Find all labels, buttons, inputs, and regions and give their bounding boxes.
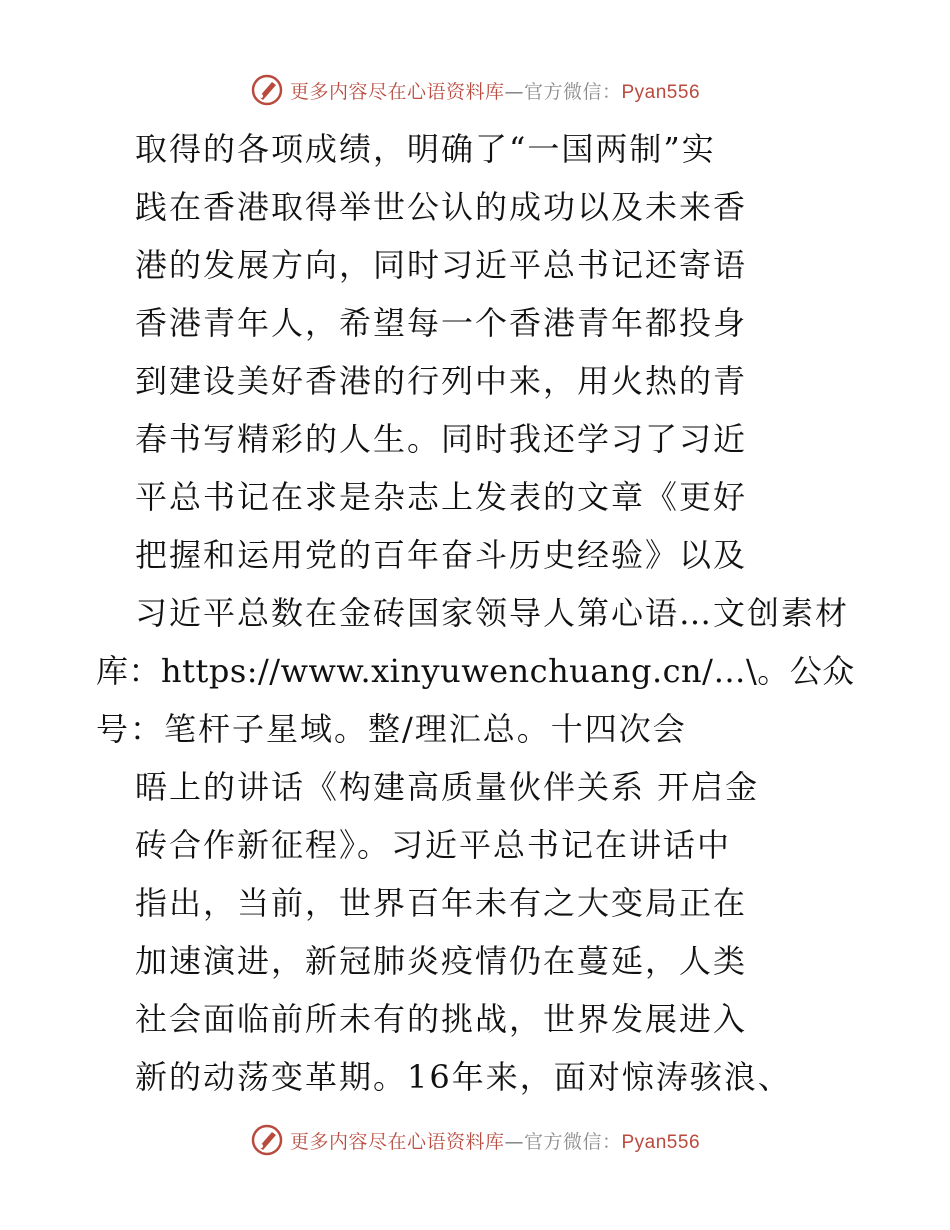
footer-banner-official: 官方微信： (523, 1130, 622, 1153)
header-banner (0, 70, 950, 110)
body-line-15: 加速演进，新冠肺炎疫情仍在蔓延，人类 (135, 942, 748, 980)
header-banner-text (290, 77, 700, 104)
header-banner-official: 官方微信： (523, 80, 622, 103)
body-line-16: 社会面临前所未有的挑战，世界发展进入 (135, 1000, 748, 1038)
body-line-2: 践在香港取得举世公认的成功以及未来香 (135, 188, 748, 226)
body-line-12: 晤上的讲话《构建高质量伙伴关系 开启金 (135, 768, 760, 806)
body-line-17: 新的动荡变革期。16年来，面对惊涛骇浪、 (135, 1058, 792, 1096)
footer-banner-text (290, 1127, 700, 1154)
document-body (0, 124, 950, 1114)
footer-banner-wechat-id: Pyan556 (621, 1131, 701, 1153)
pen-nib-logo-icon (250, 1123, 284, 1157)
body-line-6: 春书写精彩的人生。同时我还学习了习近 (135, 420, 748, 458)
footer-banner-title: 更多内容尽在心语资料库 (289, 1130, 505, 1153)
body-line-10: 库：https://www.xinyuwenchuang.cn/…\。公众 (96, 652, 855, 690)
body-line-14: 指出，当前，世界百年未有之大变局正在 (135, 884, 748, 922)
header-banner-title: 更多内容尽在心语资料库 (289, 80, 505, 103)
body-line-3: 港的发展方向，同时习近平总书记还寄语 (135, 246, 748, 284)
body-line-9: 习近平总数在金砖国家领导人第心语…文创素材 (135, 594, 850, 632)
header-banner-wechat-id: Pyan556 (621, 81, 701, 103)
body-line-8: 把握和运用党的百年奋斗历史经验》以及 (135, 536, 748, 574)
body-line-4: 香港青年人，希望每一个香港青年都投身 (135, 304, 748, 342)
header-banner-dash: — (504, 80, 524, 103)
body-line-1: 取得的各项成绩，明确了“一国两制”实 (135, 130, 716, 168)
body-line-5: 到建设美好香港的行列中来，用火热的青 (135, 362, 748, 400)
pen-nib-logo-icon (250, 73, 284, 107)
body-line-11: 号：笔杆子星域。整/理汇总。十四次会 (96, 710, 687, 748)
footer-banner (0, 1120, 950, 1160)
body-line-7: 平总书记在求是杂志上发表的文章《更好 (135, 478, 748, 516)
body-line-13: 砖合作新征程》。习近平总书记在讲话中 (135, 826, 732, 864)
footer-banner-dash: — (504, 1130, 524, 1153)
